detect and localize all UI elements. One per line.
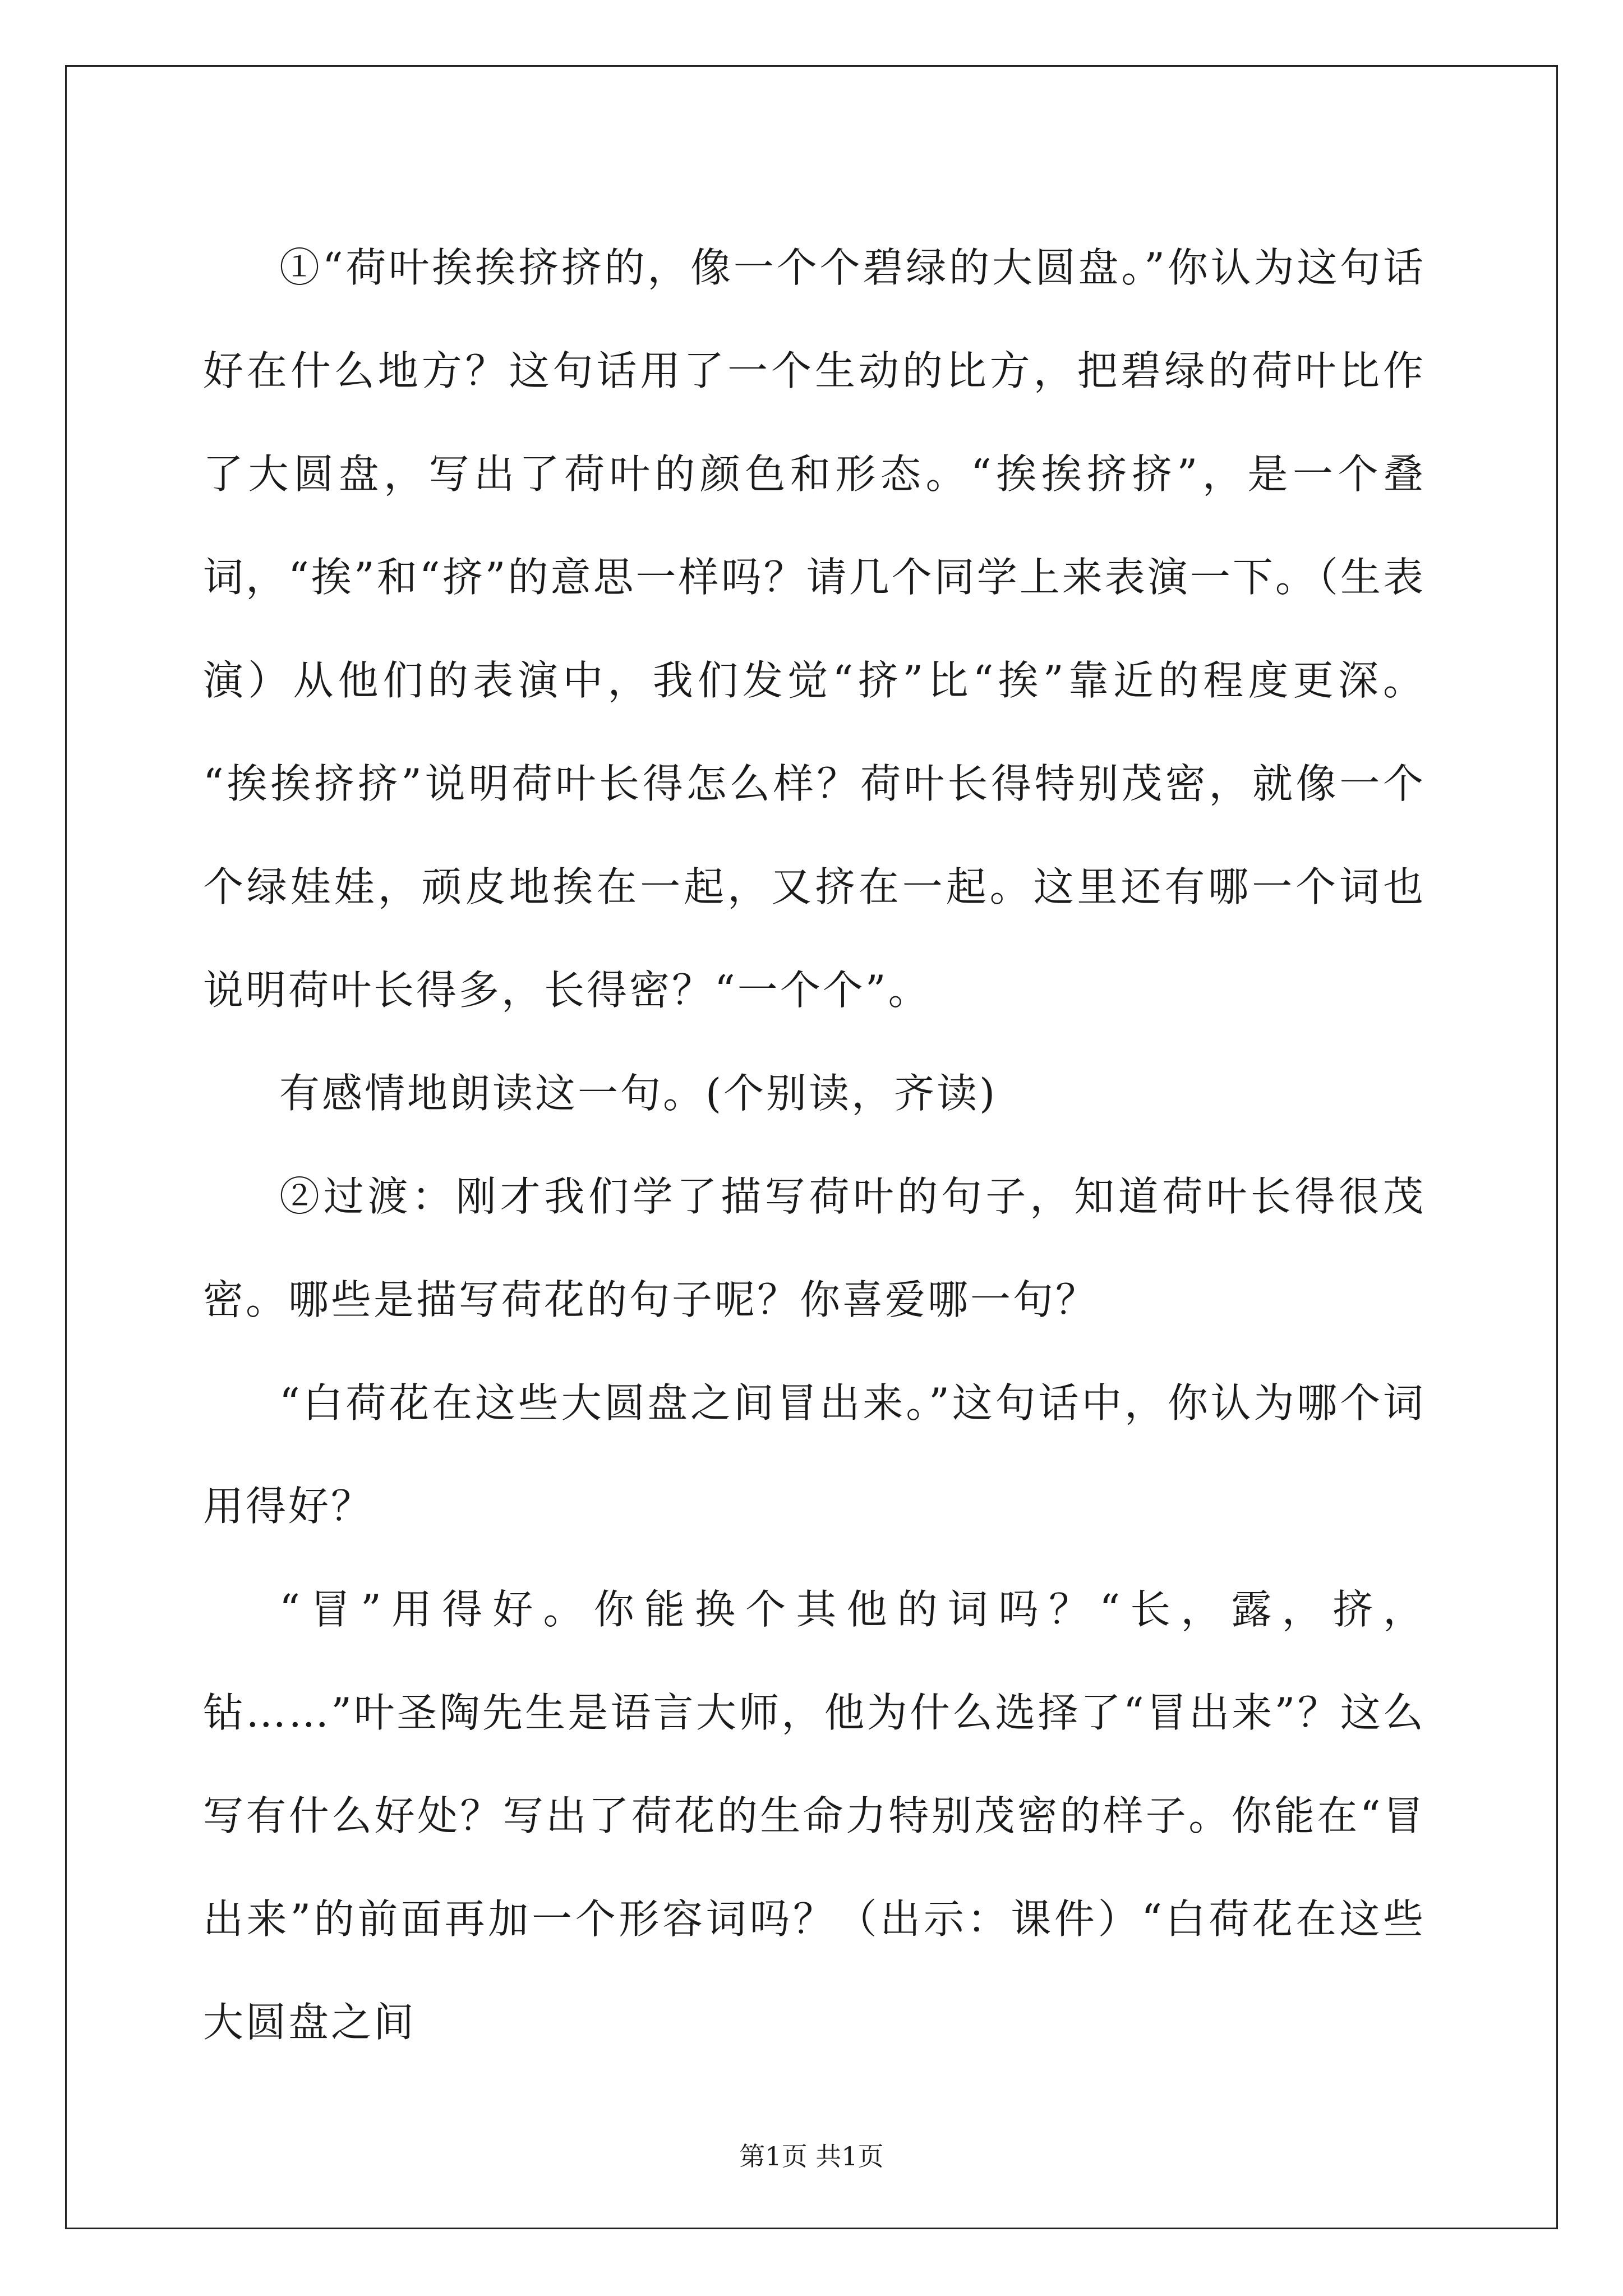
document-body <box>203 216 1426 2074</box>
paragraph-3: ②过渡：刚才我们学了描写荷叶的句子，知道荷叶长得很茂密。哪些是描写荷花的句子呢？你喜爱哪一句？ <box>203 1173 1426 1323</box>
paragraph-5: “冒”用得好。你能换个其他的词吗？“长，露，挤，钻……”叶圣陶先生是语言大师，他为什么选择了“冒出来”？这么写有什么好处？写出了荷花的生命力特别茂密的样子。你能在“冒出来”的前面再加一个形容词吗？（出示：课件）“白荷花在这些大圆盘之间 <box>203 1586 1426 2046</box>
paragraph-4: “白荷花在这些大圆盘之间冒出来。”这句话中，你认为哪个词用得好？ <box>203 1379 1426 1530</box>
paragraph-2: 有感情地朗读这一句。(个别读，齐读) <box>279 1070 998 1117</box>
page-number-footer: 第1页 共1页 <box>739 2141 884 2171</box>
paragraph-1: ①“荷叶挨挨挤挤的，像一个个碧绿的大圆盘。”你认为这句话好在什么地方？这句话用了一个生动的比方，把碧绿的荷叶比作了大圆盘，写出了荷叶的颜色和形态。“挨挨挤挤”，是一个叠词，“挨”和“挤”的意思一样吗？请几个同学上来表演一下。（生表演）从他们的表演中，我们发觉“挤”比“挨”靠近的程度更深。 “挨挨挤挤”说明荷叶长得怎么样？荷叶长得特别茂密，就像一个个绿娃娃，顽皮地挨在一起，又挤在一起。这里还有哪一个词也说明荷叶长得多，长得密？“一个个”。 <box>203 244 1426 1014</box>
